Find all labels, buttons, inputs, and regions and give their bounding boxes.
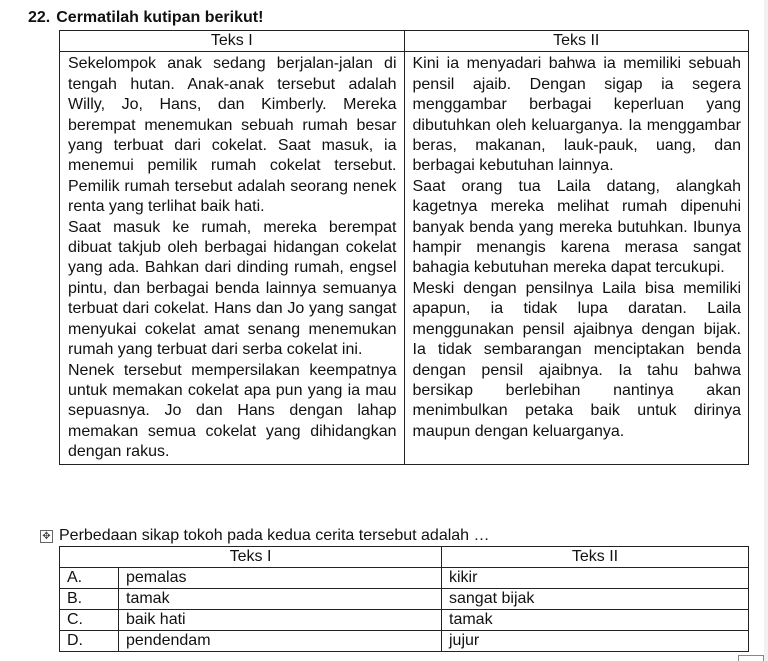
page-corner-marker xyxy=(738,655,764,661)
option-row-b[interactable] xyxy=(60,589,749,610)
option-teks1: pendendam xyxy=(119,631,442,652)
option-letter: D. xyxy=(60,631,119,652)
question-prompt: Perbedaan sikap tokoh pada kedua cerita tersebut adalah … xyxy=(59,527,490,544)
option-teks2: kikir xyxy=(442,568,749,589)
option-row-d[interactable] xyxy=(60,631,749,652)
question-title xyxy=(28,9,263,27)
option-teks1: tamak xyxy=(119,589,442,610)
option-row-a[interactable] xyxy=(60,568,749,589)
teks2-header: Teks II xyxy=(404,31,749,52)
options-header-row xyxy=(60,547,749,568)
teks1-cell xyxy=(60,52,405,464)
option-letter: A. xyxy=(60,568,119,589)
teks2-paragraph: Meski dengan pensilnya Laila bisa memiliki apapun, ia tidak lupa daratan. Laila menggunakan pensil ajaibnya dengan bijak. Ia tidak sembarangan menciptakan benda dengan pensil ajaibnya. Ia tahu bahwa bersikap berlebihan nantinya akan menimbulkan petaka baik untuk dirinya maupun dengan keluarganya. xyxy=(412,279,741,440)
options-teks1-header: Teks I xyxy=(60,547,442,568)
option-teks1: baik hati xyxy=(119,610,442,631)
move-handle-icon[interactable]: ✥ xyxy=(40,530,53,543)
question-instruction: Cermatilah kutipan berikut! xyxy=(56,9,264,26)
teks1-paragraph: Nenek tersebut mempersilakan keempatnya untuk memakan cokelat apa pun yang ia mau sepuasnya. Jo dan Hans dengan lahap memakan semua cokelat yang dihidangkan dengan rakus. xyxy=(68,361,397,461)
option-letter: B. xyxy=(60,589,119,610)
teks1-header: Teks I xyxy=(60,31,405,52)
option-row-c[interactable] xyxy=(60,610,749,631)
option-teks2: jujur xyxy=(442,631,749,652)
option-teks2: tamak xyxy=(442,610,749,631)
passage-body-row xyxy=(60,52,749,464)
options-teks2-header: Teks II xyxy=(442,547,749,568)
teks2-cell xyxy=(404,52,749,464)
question-number: 22. xyxy=(28,9,51,26)
option-teks1: pemalas xyxy=(119,568,442,589)
option-letter: C. xyxy=(60,610,119,631)
teks2-paragraph: Kini ia menyadari bahwa ia memiliki sebuah pensil ajaib. Dengan sigap ia segera menggambar berbagai keperluan yang dibutuhkan oleh keluarganya. Ia menggambar beras, makanan, lauk-pauk, uang, dan berbagai kebutuhan lainnya. xyxy=(412,55,741,175)
teks2-paragraph: Saat orang tua Laila datang, alangkah kagetnya mereka melihat rumah dipenuhi banyak benda yang mereka butuhkan. Ibunya hampir menangis karena merasa sangat bahagia kebutuhan mereka dapat tercukupi. xyxy=(412,177,741,277)
page-edge xyxy=(764,0,768,661)
teks1-paragraph: Sekelompok anak sedang berjalan-jalan di tengah hutan. Anak-anak tersebut adalah Willy, Jo, Hans, dan Kimberly. Mereka berempat menemukan sebuah rumah besar yang terbuat dari cokelat. Saat masuk, ia menemui pemilik rumah cokelat tersebut. Pemilik rumah tersebut adalah seorang nenek renta yang terlihat baik hati. xyxy=(68,55,397,216)
option-teks2: sangat bijak xyxy=(442,589,749,610)
answer-options-table xyxy=(59,546,749,652)
passage-header-row xyxy=(60,31,749,52)
passage-table xyxy=(59,30,749,465)
teks1-paragraph: Saat masuk ke rumah, mereka berempat dibuat takjub oleh berbagai hidangan cokelat yang ada. Bahkan dari dinding rumah, engsel pintu, dan berbagai benda lainnya semuanya terbuat dari cokelat. Hans dan Jo yang sangat menyukai cokelat amat senang menemukan rumah yang terbuat dari serba cokelat ini. xyxy=(68,218,397,359)
